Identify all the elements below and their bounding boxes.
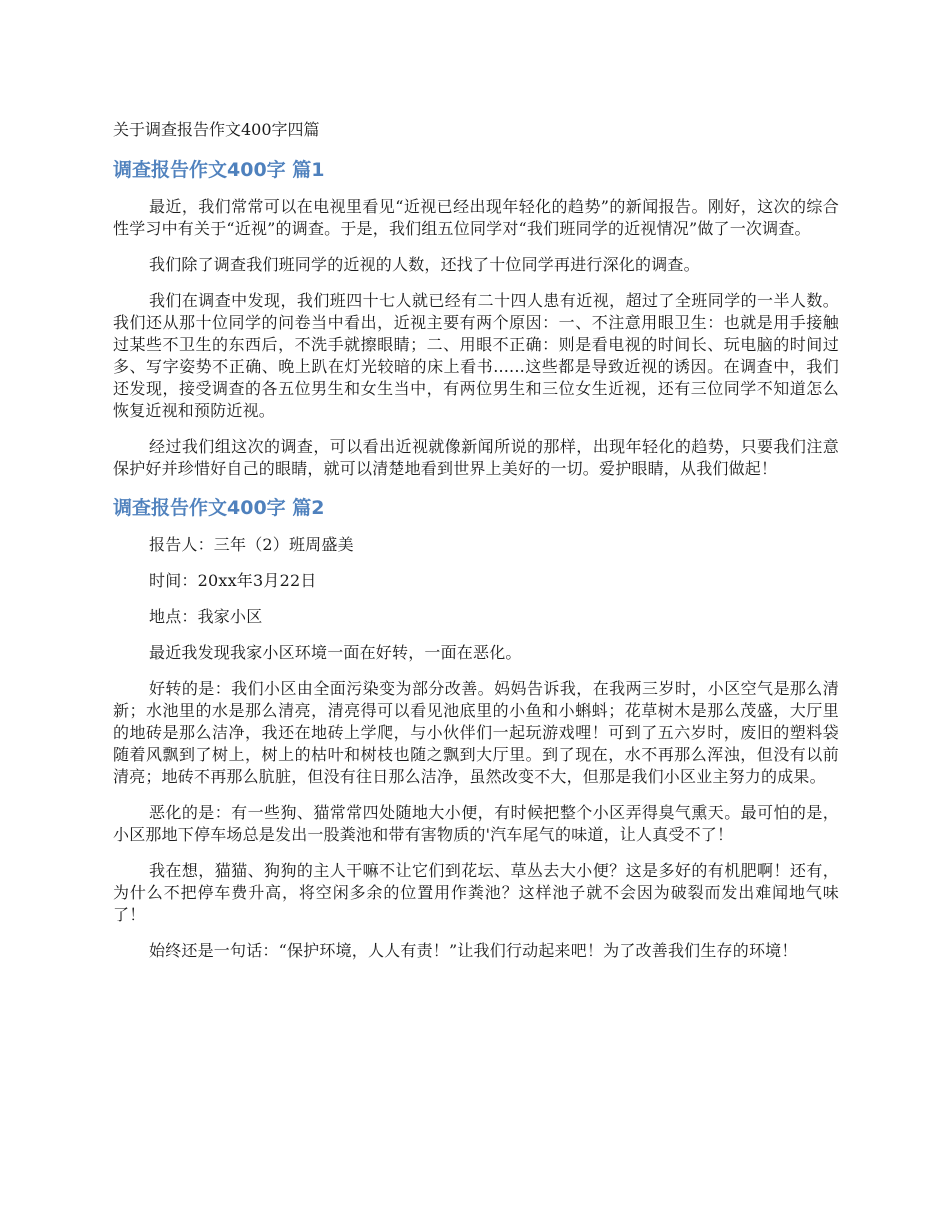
paragraph: 我们除了调查我们班同学的近视的人数，还找了十位同学再进行深化的调查。 — [149, 255, 700, 274]
paragraph: 地点：我家小区 — [149, 607, 263, 626]
document-page — [113, 118, 839, 976]
paragraph: 最近我发现我家小区环境一面在好转，一面在恶化。 — [149, 643, 522, 662]
section-heading: 调查报告作文400字 篇1 — [113, 159, 325, 181]
paragraph: 始终还是一句话：“保护环境，人人有责！”让我们行动起来吧！为了改善我们生存的环境！ — [149, 941, 798, 960]
section-1 — [113, 156, 839, 480]
paragraph: 好转的是：我们小区由全面污染变为部分改善。妈妈告诉我，在我两三岁时，小区空气是那么清新；水池里的水是那么清亮，清亮得可以看见池底里的小鱼和小蝌蚪；花草树木是那么茂盛，大厅里的地砖是那么洁净，我还在地砖上学爬，与小伙伴们一起玩游戏哩！可到了五六岁时，废旧的塑料袋随着风飘到了树上，树上的枯叶和树枝也随之飘到大厅里。到了现在，水不再那么浑浊，但没有以前清亮；地砖不再那么肮脏，但没有往日那么洁净，虽然改变不大，但那是我们小区业主努力的成果。 — [113, 679, 839, 786]
paragraph: 报告人：三年（2）班周盛美 — [149, 535, 354, 554]
paragraph: 经过我们组这次的调查，可以看出近视就像新闻所说的那样，出现年轻化的趋势，只要我们注意保护好并珍惜好自己的眼睛，就可以清楚地看到世界上美好的一切。爱护眼睛，从我们做起！ — [113, 437, 839, 478]
section-2 — [113, 494, 839, 962]
paragraph: 时间：20xx年3月22日 — [149, 571, 317, 590]
section-heading: 调查报告作文400字 篇2 — [113, 497, 325, 519]
paragraph: 最近，我们常常可以在电视里看见“近视已经出现年轻化的趋势”的新闻报告。刚好，这次的综合性学习中有关于“近视”的调查。于是，我们组五位同学对“我们班同学的近视情况”做了一次调查。 — [113, 197, 839, 238]
document-title: 关于调查报告作文400字四篇 — [113, 120, 320, 139]
paragraph: 恶化的是：有一些狗、猫常常四处随地大小便，有时候把整个小区弄得臭气熏天。最可怕的是，小区那地下停车场总是发出一股粪池和带有害物质的'汽车尾气的味道，让人真受不了！ — [113, 803, 839, 844]
paragraph: 我们在调查中发现，我们班四十七人就已经有二十四人患有近视，超过了全班同学的一半人数。我们还从那十位同学的问卷当中看出，近视主要有两个原因：一、不注意用眼卫生：也就是用手接触过某些不卫生的东西后，不洗手就擦眼睛；二、用眼不正确：则是看电视的时间长、玩电脑的时间过多、写字姿势不正确、晚上趴在灯光较暗的床上看书......这些都是导致近视的诱因。在调查中，我们还发现，接受调查的各五位男生和女生当中，有两位男生和三位女生近视，还有三位同学不知道怎么恢复近视和预防近视。 — [113, 291, 839, 420]
paragraph: 我在想，猫猫、狗狗的主人干嘛不让它们到花坛、草丛去大小便？这是多好的有机肥啊！还有，为什么不把停车费升高，将空闲多余的位置用作粪池？这样池子就不会因为破裂而发出难闻地气味了！ — [113, 861, 839, 924]
